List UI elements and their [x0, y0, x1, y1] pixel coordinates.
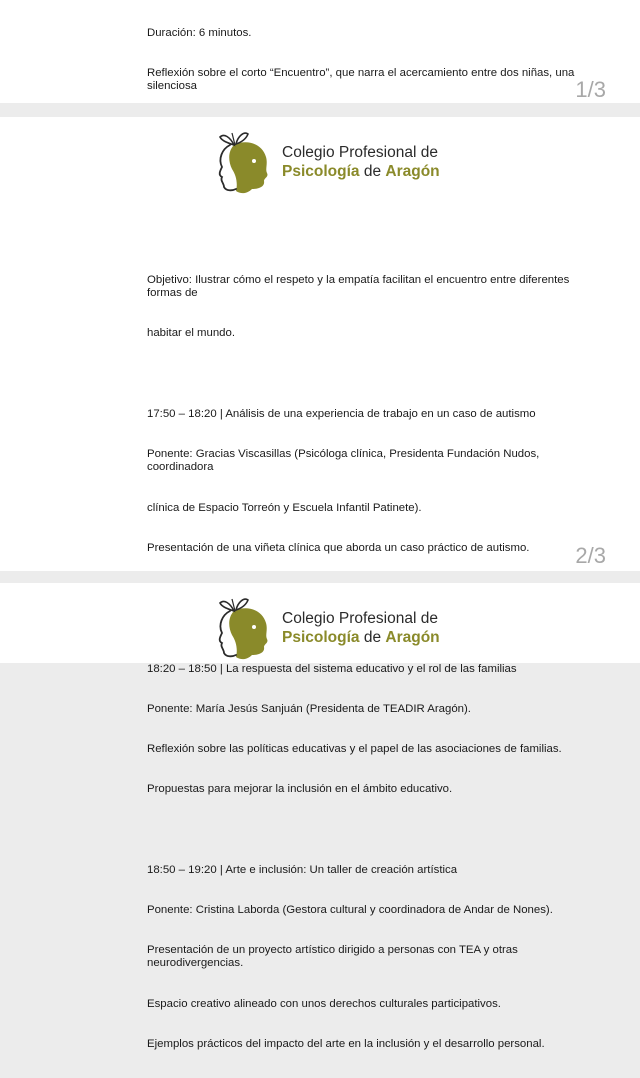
- session-line: Presentación de un proyecto artístico dirigido a personas con TEA y otras neurodivergencias.: [147, 944, 521, 970]
- logo-word-aragon: Aragón: [385, 629, 440, 646]
- logo-word-psicologia: Psicología: [282, 163, 360, 180]
- logo-title-line1: Colegio Profesional de: [282, 610, 438, 627]
- session-line: Ponente: María Jesús Sanjuán (Presidenta de TEADIR Aragón).: [147, 702, 471, 715]
- session-line: Espacio creativo alineado con unos derechos culturales participativos.: [147, 997, 501, 1010]
- document-page-1: [0, 0, 640, 103]
- logo-word-de: de: [359, 629, 386, 646]
- logo-word-de: de: [359, 163, 386, 180]
- logo-word-aragon: Aragón: [385, 163, 440, 180]
- session-line: Ponente: Gracias Viscasillas (Psicóloga clínica, Presidenta Fundación Nudos, coordinadora: [147, 448, 543, 474]
- document-page-2: [0, 117, 640, 1050]
- session-line: Ponente: Cristina Laborda (Gestora cultural y coordinadora de Andar de Nones).: [147, 903, 553, 916]
- page1-line: Reflexión sobre el corto “Encuentro”, que narra el acercamiento entre dos niñas, una silenciosa: [147, 67, 578, 93]
- session-line: clínica de Espacio Torreón y Escuela Infantil Patinete).: [147, 501, 422, 514]
- logo-face-icon: [212, 597, 274, 663]
- session-line: 18:20 – 18:50 | La respuesta del sistema educativo y el rol de las familias: [147, 662, 517, 675]
- page-number: 1/3: [575, 77, 606, 102]
- logo-title-line1: Colegio Profesional de: [282, 144, 438, 161]
- logo: [212, 597, 452, 667]
- logo: [212, 131, 452, 201]
- logo-word-psicologia: Psicología: [282, 629, 360, 646]
- document-page-3: [0, 583, 640, 663]
- paragraph-spacer: [147, 823, 607, 836]
- page-number: 2/3: [575, 543, 606, 568]
- session-line: Reflexión sobre las políticas educativas y el papel de las asociaciones de familias.: [147, 743, 562, 755]
- objective-line: Objetivo: Ilustrar cómo el respeto y la empatía facilitan el encuentro entre diferentes formas de: [147, 273, 573, 300]
- page1-line: Duración: 6 minutos.: [147, 26, 252, 39]
- logo-face-icon: [212, 131, 274, 197]
- objective-line: habitar el mundo.: [147, 327, 236, 340]
- session-line: Presentación de una viñeta clínica que aborda un caso práctico de autismo.: [147, 541, 530, 554]
- session-line: 17:50 – 18:20 | Análisis de una experiencia de trabajo en un caso de autismo: [147, 407, 536, 420]
- session-line: Ejemplos prácticos del impacto del arte en la inclusión y el desarrollo personal.: [147, 1037, 545, 1050]
- paragraph-spacer: [147, 368, 607, 381]
- session-line: 18:50 – 19:20 | Arte e inclusión: Un taller de creación artística: [147, 863, 458, 876]
- logo-title-line2: [282, 163, 440, 181]
- session-line: Propuestas para mejorar la inclusión en el ámbito educativo.: [147, 783, 453, 796]
- logo-title-line2: [282, 629, 440, 647]
